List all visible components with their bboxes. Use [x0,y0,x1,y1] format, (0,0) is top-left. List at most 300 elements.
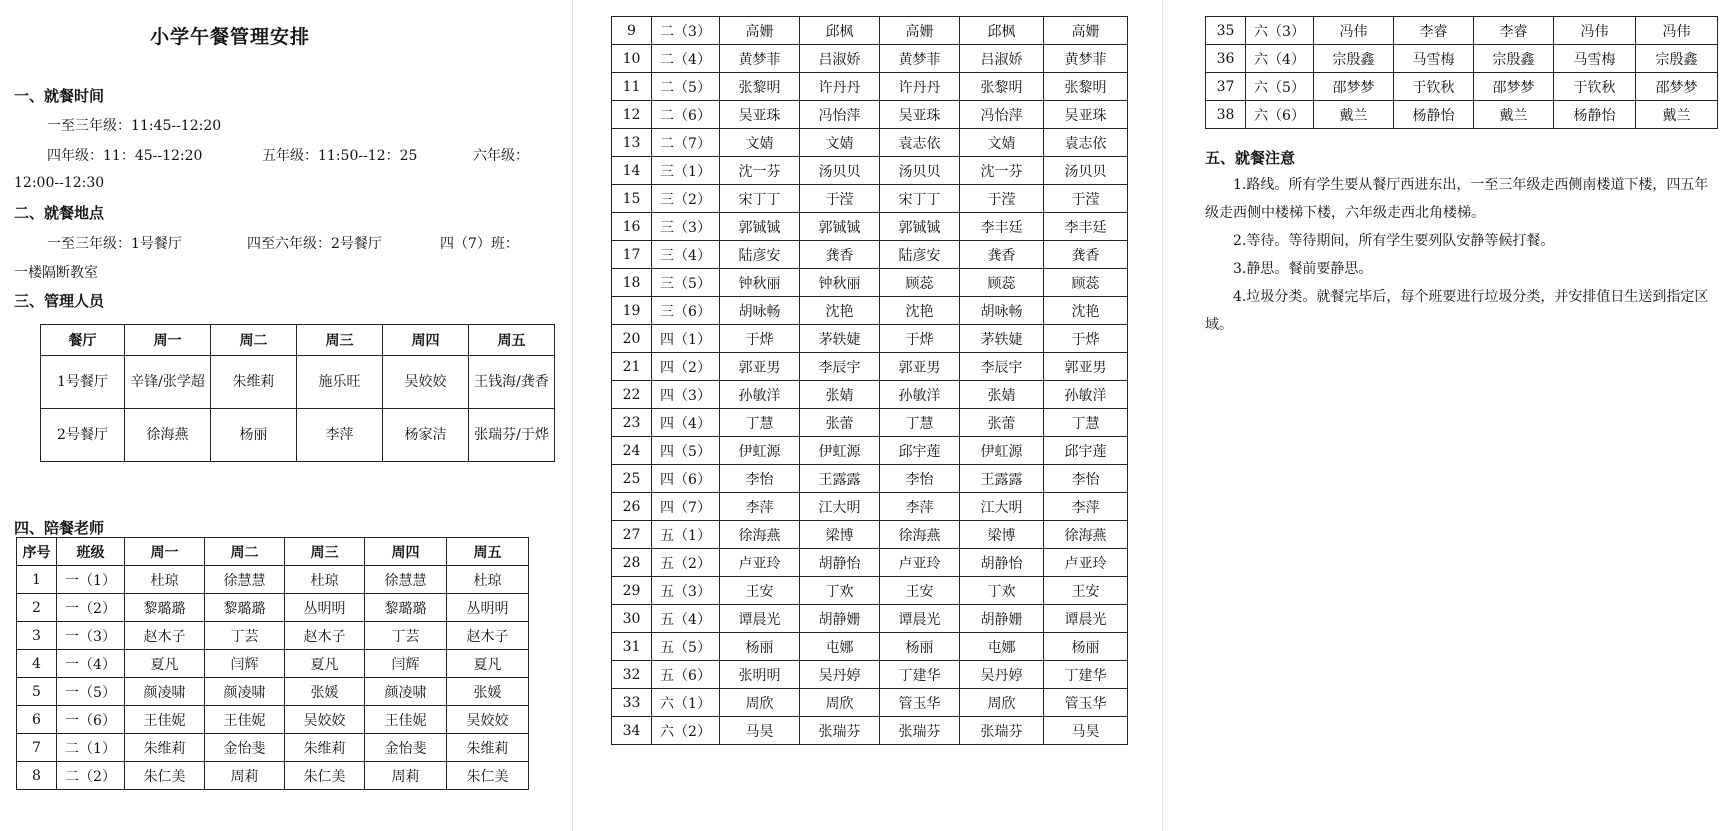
teachers-cell: 杜琼 [125,566,205,594]
teachers-cell: 8 [17,762,57,790]
teachers-cell: 李睿 [1474,17,1554,45]
teachers-cell: 黎璐璐 [125,594,205,622]
teachers-cell: 吴丹婷 [960,661,1044,689]
teachers-cell: 于烨 [880,325,960,353]
teachers-cell: 杨丽 [1044,633,1128,661]
teachers-cell: 于钦秋 [1394,73,1474,101]
teachers-cell: 五（5） [652,633,720,661]
teachers-cell: 马雪梅 [1554,45,1636,73]
teachers-cell: 五（1） [652,521,720,549]
staff-header-cell: 周四 [383,325,469,356]
table-row [612,129,1128,157]
teachers-cell: 陆彦安 [880,241,960,269]
teachers-cell: 一（5） [57,678,125,706]
teachers-cell: 沈艳 [880,297,960,325]
teachers-cell: 吴丹婷 [800,661,880,689]
teachers-cell: 吴姣姣 [285,706,365,734]
teachers-cell: 王露露 [960,465,1044,493]
teachers-cell: 卢亚玲 [1044,549,1128,577]
teachers-cell: 张黎明 [720,73,800,101]
staff-cell: 李萍 [297,409,383,462]
teachers-cell: 龚香 [1044,241,1128,269]
teachers-cell: 胡静怡 [800,549,880,577]
teachers-cell: 张媛 [447,678,529,706]
teachers-cell: 30 [612,605,652,633]
teachers-header-cell: 班级 [57,538,125,566]
table-row [1206,101,1718,129]
teachers-cell: 邱枫 [800,17,880,45]
staff-table-header [41,325,555,356]
teachers-cell: 孙敏洋 [1044,381,1128,409]
staff-table [40,324,555,462]
table-row [17,650,529,678]
teachers-cell: 冯伟 [1554,17,1636,45]
teachers-cell: 三（5） [652,269,720,297]
table-row [612,17,1128,45]
table-row [612,297,1128,325]
staff-header-cell: 周一 [125,325,211,356]
teachers-cell: 张蕾 [800,409,880,437]
teachers-cell: 邵梦梦 [1474,73,1554,101]
teachers-cell: 20 [612,325,652,353]
teachers-cell: 谭晨光 [720,605,800,633]
table-row [612,521,1128,549]
teachers-cell: 李萍 [720,493,800,521]
teachers-cell: 梁博 [800,521,880,549]
teachers-cell: 29 [612,577,652,605]
teachers-cell: 杨丽 [720,633,800,661]
teachers-cell: 邱宇莲 [880,437,960,465]
section-heading-time: 一、就餐时间 [14,87,105,105]
note-item: 3.静思。餐前要静思。 [1233,261,1373,277]
teachers-cell: 六（3） [1246,17,1314,45]
teachers-cell: 王露露 [800,465,880,493]
teachers-cell: 宗殷鑫 [1474,45,1554,73]
staff-cell: 朱维莉 [211,356,297,409]
table-row [612,45,1128,73]
teachers-cell: 37 [1206,73,1246,101]
teachers-cell: 丁建华 [1044,661,1128,689]
teachers-cell: 徐海燕 [880,521,960,549]
teachers-cell: 李丰廷 [960,213,1044,241]
teachers-cell: 三（3） [652,213,720,241]
table-row [612,633,1128,661]
teachers-cell: 张瑞芬 [880,717,960,745]
teachers-cell: 25 [612,465,652,493]
time-line-2b: 五年级：11:50--12：25 [262,148,418,164]
teachers-cell: 杨丽 [880,633,960,661]
teachers-cell: 吕淑娇 [960,45,1044,73]
teachers-cell: 宋丁丁 [880,185,960,213]
teachers-cell: 张黎明 [1044,73,1128,101]
table-row [612,157,1128,185]
teachers-cell: 吕淑娇 [800,45,880,73]
teachers-cell: 3 [17,622,57,650]
staff-cell: 吴姣姣 [383,356,469,409]
staff-cell: 辛锋/张学超 [125,356,211,409]
teachers-cell: 张媛 [285,678,365,706]
teachers-cell: 4 [17,650,57,678]
teachers-cell: 四（2） [652,353,720,381]
teachers-cell: 杜琼 [285,566,365,594]
teachers-cell: 朱维莉 [285,734,365,762]
teachers-cell: 杜琼 [447,566,529,594]
teachers-cell: 闫辉 [365,650,447,678]
table-row [612,437,1128,465]
teachers-cell: 杨静怡 [1554,101,1636,129]
teachers-cell: 19 [612,297,652,325]
teachers-cell: 六（6） [1246,101,1314,129]
table-row [17,734,529,762]
teachers-cell: 二（4） [652,45,720,73]
teachers-cell: 卢亚玲 [720,549,800,577]
teachers-cell: 高姗 [880,17,960,45]
table-row [612,493,1128,521]
teachers-cell: 2 [17,594,57,622]
teachers-cell: 四（7） [652,493,720,521]
teachers-cell: 13 [612,129,652,157]
teachers-cell: 管玉华 [1044,689,1128,717]
teachers-cell: 六（4） [1246,45,1314,73]
teachers-cell: 于烨 [1044,325,1128,353]
teachers-cell: 四（6） [652,465,720,493]
teachers-cell: 李怡 [1044,465,1128,493]
teachers-cell: 五（6） [652,661,720,689]
teachers-cell: 周欣 [800,689,880,717]
staff-header-cell: 周二 [211,325,297,356]
table-row [17,622,529,650]
staff-cell: 张瑞芬/于烨 [469,409,555,462]
teachers-cell: 三（1） [652,157,720,185]
teachers-cell: 朱维莉 [447,734,529,762]
teachers-cell: 于滢 [800,185,880,213]
teachers-header-cell: 周三 [285,538,365,566]
teachers-cell: 徐慧慧 [365,566,447,594]
teachers-cell: 马昊 [1044,717,1128,745]
teachers-cell: 文婧 [960,129,1044,157]
teachers-cell: 胡咏畅 [720,297,800,325]
teachers-cell: 张瑞芬 [960,717,1044,745]
place-line-2: 一楼隔断教室 [14,265,98,281]
teachers-cell: 18 [612,269,652,297]
teachers-cell: 高姗 [720,17,800,45]
teachers-cell: 丁建华 [880,661,960,689]
teachers-cell: 一（4） [57,650,125,678]
table-row [612,325,1128,353]
teachers-cell: 21 [612,353,652,381]
teachers-table-part-1 [16,537,529,790]
teachers-cell: 周莉 [205,762,285,790]
teachers-cell: 黎璐璐 [365,594,447,622]
teachers-cell: 顾蕊 [960,269,1044,297]
teachers-cell: 李丰廷 [1044,213,1128,241]
table-row [17,566,529,594]
table-row [612,549,1128,577]
staff-cell: 施乐旺 [297,356,383,409]
teachers-cell: 五（3） [652,577,720,605]
teachers-cell: 12 [612,101,652,129]
teachers-cell: 茅轶婕 [960,325,1044,353]
teachers-cell: 徐慧慧 [205,566,285,594]
teachers-cell: 张蕾 [960,409,1044,437]
teachers-cell: 23 [612,409,652,437]
teachers-cell: 沈艳 [1044,297,1128,325]
teachers-cell: 赵木子 [125,622,205,650]
teachers-cell: 于滢 [960,185,1044,213]
teachers-cell: 李怡 [720,465,800,493]
teachers-cell: 26 [612,493,652,521]
teachers-cell: 郭亚男 [880,353,960,381]
table-row [612,185,1128,213]
teachers-cell: 31 [612,633,652,661]
teachers-cell: 戴兰 [1474,101,1554,129]
teachers-cell: 杨静怡 [1394,101,1474,129]
teachers-cell: 孙敏洋 [720,381,800,409]
teachers-cell: 丁慧 [1044,409,1128,437]
teachers-cell: 二（7） [652,129,720,157]
teachers-cell: 朱维莉 [125,734,205,762]
teachers-cell: 张婧 [800,381,880,409]
teachers-cell: 宗殷鑫 [1636,45,1718,73]
teachers-cell: 朱仁美 [285,762,365,790]
teachers-cell: 五（4） [652,605,720,633]
teachers-cell: 闫辉 [205,650,285,678]
teachers-cell: 二（2） [57,762,125,790]
table-row [612,717,1128,745]
teachers-cell: 金怡斐 [205,734,285,762]
teachers-cell: 6 [17,706,57,734]
teachers-cell: 冯怡萍 [960,101,1044,129]
teachers-cell: 于烨 [720,325,800,353]
staff-cell: 杨家洁 [383,409,469,462]
place-line-1a: 一至三年级：1号餐厅 [47,236,182,252]
table-row [612,577,1128,605]
teachers-cell: 四（5） [652,437,720,465]
column-middle [573,0,1162,831]
teachers-header-row [17,538,529,566]
teachers-cell: 沈一芬 [720,157,800,185]
teachers-cell: 郭铖铖 [720,213,800,241]
teachers-cell: 屯娜 [960,633,1044,661]
teachers-cell: 张黎明 [960,73,1044,101]
teachers-cell: 马昊 [720,717,800,745]
place-line-1c: 四（7）班： [440,236,519,252]
teachers-cell: 36 [1206,45,1246,73]
teachers-cell: 邵梦梦 [1314,73,1394,101]
teachers-cell: 赵木子 [285,622,365,650]
table-row [612,465,1128,493]
teachers-header-cell: 周二 [205,538,285,566]
teachers-cell: 徐海燕 [720,521,800,549]
teachers-cell: 文婧 [720,129,800,157]
teachers-cell: 郭亚男 [720,353,800,381]
table-row [612,269,1128,297]
teachers-cell: 李辰宇 [800,353,880,381]
teachers-cell: 谭晨光 [880,605,960,633]
teachers-cell: 黄梦菲 [880,45,960,73]
teachers-cell: 夏凡 [125,650,205,678]
table-row [612,213,1128,241]
teachers-cell: 22 [612,381,652,409]
teachers-cell: 郭铖铖 [800,213,880,241]
teachers-cell: 33 [612,689,652,717]
teachers-cell: 张瑞芬 [800,717,880,745]
teachers-cell: 夏凡 [285,650,365,678]
teachers-cell: 吴亚珠 [1044,101,1128,129]
teachers-header-cell: 周五 [447,538,529,566]
teachers-cell: 胡咏畅 [960,297,1044,325]
staff-cell: 王钱海/龚香 [469,356,555,409]
teachers-cell: 朱仁美 [447,762,529,790]
teachers-cell: 14 [612,157,652,185]
teachers-cell: 丁欢 [960,577,1044,605]
section-heading-staff: 三、管理人员 [14,292,105,310]
teachers-cell: 王佳妮 [365,706,447,734]
teachers-cell: 汤贝贝 [880,157,960,185]
teachers-cell: 伊虹源 [960,437,1044,465]
teachers-cell: 宗殷鑫 [1314,45,1394,73]
teachers-cell: 15 [612,185,652,213]
teachers-cell: 5 [17,678,57,706]
teachers-cell: 龚香 [960,241,1044,269]
note-item: 2.等待。等待期间，所有学生要列队安静等候打餐。 [1233,233,1555,249]
teachers-cell: 李辰宇 [960,353,1044,381]
teachers-cell: 钟秋丽 [800,269,880,297]
teachers-cell: 王安 [880,577,960,605]
page-title: 小学午餐管理安排 [150,26,311,48]
teachers-table-part-2 [611,16,1128,745]
teachers-cell: 孙敏洋 [880,381,960,409]
teachers-cell: 六（2） [652,717,720,745]
teachers-cell: 丁欢 [800,577,880,605]
teachers-cell: 27 [612,521,652,549]
teachers-cell: 六（5） [1246,73,1314,101]
column-right [1163,0,1733,831]
teachers-cell: 夏凡 [447,650,529,678]
teachers-cell: 茅轶婕 [800,325,880,353]
teachers-cell: 王安 [1044,577,1128,605]
table-row [17,706,529,734]
teachers-cell: 戴兰 [1636,101,1718,129]
teachers-cell: 徐海燕 [1044,521,1128,549]
teachers-cell: 高姗 [1044,17,1128,45]
teachers-cell: 胡静姗 [800,605,880,633]
teachers-cell: 谭晨光 [1044,605,1128,633]
note-item: 1.路线。所有学生要从餐厅西进东出，一至三年级走西侧南楼道下楼，四五年级走西侧中楼梯下楼，六年级走西北角楼梯。 [1205,177,1709,221]
section-heading-notes: 五、就餐注意 [1205,149,1296,167]
teachers-cell: 钟秋丽 [720,269,800,297]
table-row [612,73,1128,101]
section-heading-place: 二、就餐地点 [14,204,105,222]
teachers-header-cell: 周一 [125,538,205,566]
teachers-cell: 五（2） [652,549,720,577]
teachers-cell: 34 [612,717,652,745]
section-heading-teachers: 四、陪餐老师 [14,519,105,537]
teachers-cell: 四（4） [652,409,720,437]
table-row [612,381,1128,409]
teachers-cell: 李萍 [880,493,960,521]
teachers-cell: 10 [612,45,652,73]
teachers-cell: 7 [17,734,57,762]
teachers-cell: 吴亚珠 [880,101,960,129]
column-left [0,0,572,831]
teachers-cell: 胡静姗 [960,605,1044,633]
teachers-cell: 文婧 [800,129,880,157]
teachers-cell: 吴亚珠 [720,101,800,129]
teachers-header-cell: 周四 [365,538,447,566]
teachers-cell: 江大明 [960,493,1044,521]
teachers-cell: 四（3） [652,381,720,409]
staff-row [41,356,555,409]
teachers-cell: 于滢 [1044,185,1128,213]
teachers-cell: 于钦秋 [1554,73,1636,101]
teachers-cell: 李睿 [1394,17,1474,45]
teachers-cell: 张明明 [720,661,800,689]
table-row [612,605,1128,633]
teachers-cell: 江大明 [800,493,880,521]
staff-cell: 徐海燕 [125,409,211,462]
staff-header-cell: 周三 [297,325,383,356]
teachers-cell: 屯娜 [800,633,880,661]
teachers-cell: 六（1） [652,689,720,717]
teachers-cell: 丛明明 [285,594,365,622]
teachers-cell: 王佳妮 [125,706,205,734]
teachers-cell: 陆彦安 [720,241,800,269]
teachers-cell: 16 [612,213,652,241]
teachers-cell: 一（3） [57,622,125,650]
table-row [612,689,1128,717]
teachers-cell: 三（2） [652,185,720,213]
teachers-cell: 邱宇莲 [1044,437,1128,465]
teachers-cell: 9 [612,17,652,45]
teachers-cell: 王安 [720,577,800,605]
teachers-cell: 郭亚男 [1044,353,1128,381]
teachers-cell: 38 [1206,101,1246,129]
teachers-cell: 周莉 [365,762,447,790]
teachers-cell: 24 [612,437,652,465]
teachers-cell: 周欣 [720,689,800,717]
teachers-cell: 冯伟 [1314,17,1394,45]
staff-cell: 1号餐厅 [41,356,125,409]
teachers-cell: 伊虹源 [720,437,800,465]
table-row [612,409,1128,437]
table-row [17,762,529,790]
teachers-cell: 吴姣姣 [447,706,529,734]
staff-cell: 2号餐厅 [41,409,125,462]
time-line-2a: 四年级：11：45--12:20 [47,148,203,164]
teachers-cell: 三（4） [652,241,720,269]
time-line-1: 一至三年级：11:45--12:20 [47,118,222,134]
teachers-cell: 汤贝贝 [800,157,880,185]
teachers-cell: 32 [612,661,652,689]
table-row [1206,73,1718,101]
teachers-cell: 二（5） [652,73,720,101]
teachers-cell: 马雪梅 [1394,45,1474,73]
teachers-cell: 沈一芬 [960,157,1044,185]
teachers-cell: 邵梦梦 [1636,73,1718,101]
teachers-cell: 一（2） [57,594,125,622]
teachers-cell: 邱枫 [960,17,1044,45]
table-row [1206,17,1718,45]
table-row [612,661,1128,689]
teachers-header-cell: 序号 [17,538,57,566]
teachers-cell: 沈艳 [800,297,880,325]
teachers-cell: 17 [612,241,652,269]
teachers-cell: 顾蕊 [1044,269,1128,297]
staff-header-cell: 餐厅 [41,325,125,356]
teachers-cell: 二（1） [57,734,125,762]
place-line-1b: 四至六年级：2号餐厅 [247,236,382,252]
